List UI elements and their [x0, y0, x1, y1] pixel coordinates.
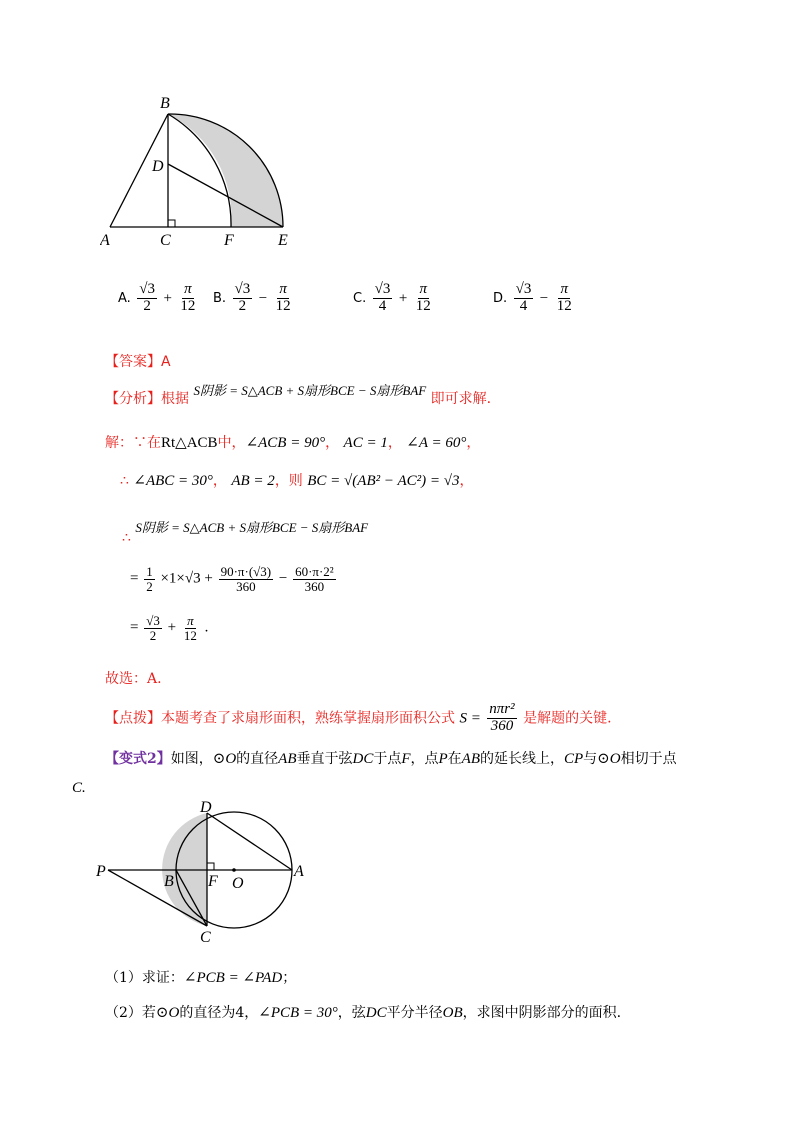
sol2-bc: BC = √(AB² − AC²) = √3 — [307, 473, 460, 489]
choose-line — [105, 668, 162, 688]
figure-triangle-sectors — [100, 92, 300, 252]
v-o2: ⊙O — [597, 751, 621, 767]
sol5-num: √3 — [146, 613, 160, 628]
analysis-lead: 根据 — [161, 391, 189, 407]
label2-D: D — [200, 800, 212, 816]
sol5-den: 2 — [149, 627, 157, 643]
answer-value: A — [161, 354, 171, 370]
sol1-mid: 中， — [217, 435, 246, 451]
question-2 — [105, 1002, 621, 1022]
q2-ob: OB — [442, 1005, 463, 1021]
q2-text1: 的直径为4， — [179, 1005, 259, 1021]
label-D: D — [152, 158, 164, 175]
q1-end: ； — [282, 970, 297, 986]
q1-prefix: （1）求证： — [105, 970, 184, 986]
sol2-abc: ∠ABC = 30° — [133, 473, 213, 489]
tip-tail: 是解题的关键. — [523, 710, 612, 727]
solution-line-3 — [122, 517, 369, 546]
solution-line-4: = $\frac{1}{2}$ ×1×√3 + $\frac{90\cdot\pi\cdot(√3)}{360}$ − $\frac{\text{60·π·2²}}{360}$ — [130, 564, 334, 594]
v-f: F — [401, 751, 411, 767]
v-text8: 与 — [583, 751, 598, 767]
sol1-angle: ∠ACB = 90° — [245, 435, 326, 451]
answer-line — [105, 351, 171, 371]
tip-text: 本题考查了求扇形面积，熟练掌握扇形面积公式 — [161, 710, 455, 727]
variant-tag: 【变式2】 — [105, 751, 171, 767]
analysis-tail: 即可求解. — [430, 391, 492, 407]
variant-line-1 — [105, 748, 677, 768]
label-F: F — [224, 232, 234, 249]
sol4-rest: ×1×√3 + — [160, 570, 213, 587]
v-dc: DC — [352, 751, 374, 767]
tip-line — [105, 702, 612, 735]
label2-A: A — [294, 863, 304, 880]
v-text4: 于点 — [373, 751, 402, 767]
v-ab2: AB — [461, 751, 480, 767]
options-row — [118, 282, 718, 322]
q2-dc: DC — [365, 1005, 387, 1021]
analysis-line — [105, 383, 492, 408]
v-o1: ⊙O — [212, 751, 237, 767]
label2-B: B — [164, 873, 174, 890]
question-1 — [105, 967, 296, 987]
sol5-pden: 12 — [183, 627, 197, 643]
solution-line-1: 解：∵在Rt△ACB中，∠ACB = 90°， AC = 1， ∠A = 60°， — [105, 435, 481, 451]
label2-P: P — [96, 863, 106, 880]
sol1-prefix: 解：∵在 — [105, 435, 161, 451]
sol3-therefore: ∴ — [122, 530, 131, 546]
option-a[interactable]: A. $\frac{√3}{2}$ + $\frac{\pi}{12}$ — [118, 281, 196, 314]
option-d[interactable]: D. $\frac{√3}{4}$ − $\frac{\pi}{12}$ — [493, 281, 572, 314]
shaded-region — [168, 114, 283, 227]
v-text7: 的延长线上， — [480, 751, 564, 767]
analysis-formula: S阴影 = S△ACB + S扇形BCE − S扇形BAF — [193, 383, 427, 398]
sol5-pnum: π — [187, 613, 194, 628]
v-p: P — [438, 751, 448, 767]
q2-prefix: （2）若 — [105, 1005, 156, 1021]
sol4-f2-den: 360 — [304, 578, 325, 594]
v-text1: 如图， — [170, 751, 213, 767]
sol2-ab: AB = 2 — [231, 473, 275, 489]
v-text6: 在 — [447, 751, 462, 767]
tip-formula-den: 360 — [490, 717, 514, 734]
v-text3: 垂直于弦 — [296, 751, 353, 767]
v-text5: ，点 — [410, 751, 439, 767]
choose-text: 故选：A. — [105, 671, 162, 687]
option-b[interactable]: B. $\frac{√3}{2}$ − $\frac{\pi}{12}$ — [213, 281, 291, 314]
tip-formula-num: nπr² — [489, 701, 515, 717]
label-C: C — [160, 232, 171, 249]
q1-math: ∠PCB = ∠PAD — [183, 970, 283, 986]
solution-line-2: ∴ ∠ABC = 30°， AB = 2，则 BC = √(AB² − AC²) = √3， — [120, 473, 474, 489]
q2-text4: ，求图中阴影部分的面积. — [462, 1005, 622, 1021]
answer-tag: 【答案】 — [105, 354, 161, 370]
label-A: A — [100, 232, 110, 249]
label2-C: C — [200, 929, 211, 945]
label-B: B — [160, 95, 170, 112]
sol1-ac: AC = 1 — [343, 435, 388, 451]
figure-circle-tangent — [96, 800, 326, 945]
sol4-half-den: 2 — [146, 578, 153, 594]
sol1-a: ∠A = 60° — [406, 435, 467, 451]
label2-O: O — [232, 875, 244, 892]
tip-tag: 【点拨】 — [105, 710, 161, 727]
option-c[interactable]: C. $\frac{√3}{4}$ + $\frac{\pi}{12}$ — [353, 281, 431, 314]
q2-text3: 平分半径 — [386, 1005, 443, 1021]
v-c: C. — [72, 780, 86, 796]
sol4-f2-num: 60·π·2² — [295, 564, 334, 579]
sol4-f1-den: 360 — [236, 578, 256, 594]
sol2-then: ，则 — [274, 473, 303, 489]
sol1-rt: Rt△ACB — [161, 435, 218, 451]
sol3-formula: S阴影 = S△ACB + S扇形BCE − S扇形BAF — [135, 520, 369, 535]
v-text9: 相切于点 — [620, 751, 677, 767]
label-E: E — [278, 232, 288, 249]
q2-angle: ∠PCB = 30° — [258, 1005, 338, 1021]
solution-line-5: = $\frac{√3}{2}$ + $\frac{\pi}{12}$ . — [130, 613, 209, 643]
q2-text2: ，弦 — [337, 1005, 366, 1021]
v-cp: CP — [564, 751, 584, 767]
sol4-f1-num: 90·π·(√3) — [220, 564, 272, 579]
v-ab: AB — [278, 751, 297, 767]
sol4-half-num: 1 — [146, 564, 153, 579]
sol2-therefore: ∴ — [120, 473, 129, 489]
variant-line-2 — [72, 780, 86, 797]
label2-F: F — [208, 873, 218, 890]
v-text2: 的直径 — [236, 751, 279, 767]
q2-o: ⊙O — [155, 1005, 180, 1021]
analysis-tag: 【分析】 — [105, 391, 161, 407]
tip-formula-lhs: S = — [459, 710, 481, 727]
